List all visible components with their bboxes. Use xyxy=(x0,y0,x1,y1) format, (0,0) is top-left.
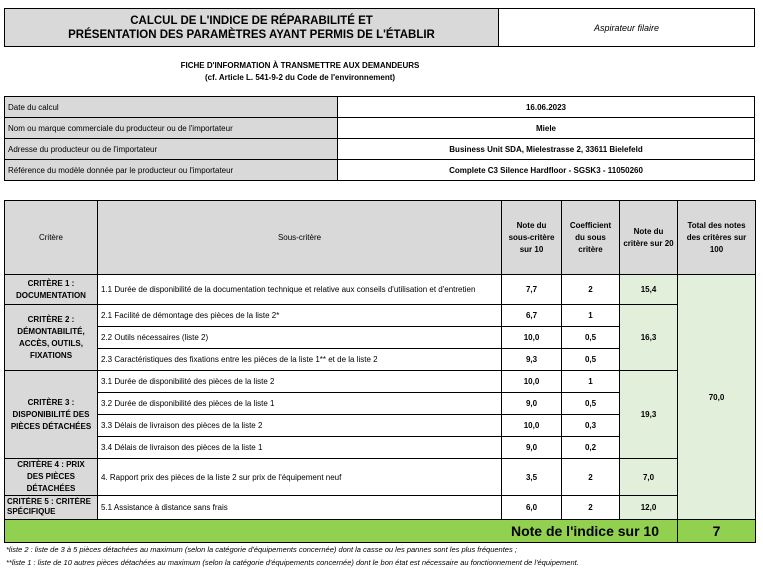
sub-note: 10,0 xyxy=(502,415,562,437)
sub-criterion-label: 5.1 Assistance à distance sans frais xyxy=(98,496,502,520)
info-label: Nom ou marque commerciale du producteur ou de l'importateur xyxy=(5,118,338,139)
score-table xyxy=(4,200,756,543)
sub-note: 6,0 xyxy=(502,496,562,520)
sub-coef: 0,3 xyxy=(562,415,620,437)
table-row xyxy=(5,371,756,393)
fiche-line-1: FICHE D'INFORMATION À TRANSMETTRE AUX DEMANDEURS xyxy=(180,61,420,70)
criterion-note: 7,0 xyxy=(620,459,678,496)
info-label: Adresse du producteur ou de l'importateur xyxy=(5,139,338,160)
sub-coef: 1 xyxy=(562,305,620,327)
info-row xyxy=(5,97,755,118)
header-critere: Critère xyxy=(5,201,98,275)
sub-criterion-label: 3.3 Délais de livraison des pièces de la liste 2 xyxy=(98,415,502,437)
footnote-liste-1: **liste 1 : liste de 10 autres pièces détachées au maximum (selon la catégorie d'équipements concernée) dont le bon état est nécessaire au fonctionnement de l'équipement. xyxy=(6,558,579,567)
sub-coef: 2 xyxy=(562,275,620,305)
final-value: 7 xyxy=(678,520,756,543)
table-header-row xyxy=(5,201,756,275)
sub-criterion-label: 3.2 Durée de disponibilité des pièces de la liste 1 xyxy=(98,393,502,415)
sub-coef: 0,2 xyxy=(562,437,620,459)
table-row xyxy=(5,275,756,305)
sub-note: 10,0 xyxy=(502,371,562,393)
sub-note: 6,7 xyxy=(502,305,562,327)
info-label: Date du calcul xyxy=(5,97,338,118)
sub-note: 7,7 xyxy=(502,275,562,305)
sub-coef: 0,5 xyxy=(562,327,620,349)
header-coef: Coefficient du sous critère xyxy=(562,201,620,275)
sub-coef: 1 xyxy=(562,371,620,393)
sub-note: 9,3 xyxy=(502,349,562,371)
final-label: Note de l'indice sur 10 xyxy=(5,520,678,543)
final-row xyxy=(5,520,756,543)
total-100: 70,0 xyxy=(678,275,756,520)
fiche-line-2: (cf. Article L. 541-9-2 du Code de l'environnement) xyxy=(204,73,396,82)
product-type: Aspirateur filaire xyxy=(499,8,755,47)
header-note-20: Note du critère sur 20 xyxy=(620,201,678,275)
title-line-2: PRÉSENTATION DES PARAMÈTRES AYANT PERMIS DE L'ÉTABLIR xyxy=(68,28,435,41)
info-value: Business Unit SDA, Mielestrasse 2, 33611 Bielefeld xyxy=(338,139,755,160)
criterion-note: 16,3 xyxy=(620,305,678,371)
sub-note: 10,0 xyxy=(502,327,562,349)
table-row xyxy=(5,305,756,327)
info-value: Complete C3 Silence Hardfloor - SGSK3 - 11050260 xyxy=(338,160,755,181)
header-note-sous: Note du sous-critère sur 10 xyxy=(502,201,562,275)
sub-criterion-label: 4. Rapport prix des pièces de la liste 2 sur prix de l'équipement neuf xyxy=(98,459,502,496)
sub-criterion-label: 1.1 Durée de disponibilité de la documentation technique et relative aux conseils d'utilisation et d'entretien xyxy=(98,275,502,305)
title-line-1: CALCUL DE L'INDICE DE RÉPARABILITÉ ET xyxy=(130,14,373,27)
criterion-note: 19,3 xyxy=(620,371,678,459)
fiche-heading xyxy=(100,60,500,84)
footnote-liste-2: *liste 2 : liste de 3 à 5 pièces détachées au maximum (selon la catégorie d'équipements concernée) dont la casse ou les pannes sont les plus fréquentes ; xyxy=(6,545,517,554)
criterion-note: 12,0 xyxy=(620,496,678,520)
document-title xyxy=(4,8,499,47)
sub-coef: 0,5 xyxy=(562,393,620,415)
criterion-name xyxy=(5,496,98,520)
info-row xyxy=(5,139,755,160)
sub-note: 9,0 xyxy=(502,437,562,459)
criterion-name: CRITÈRE 1 : DOCUMENTATION xyxy=(5,275,98,305)
sub-coef: 2 xyxy=(562,496,620,520)
info-table xyxy=(4,96,755,181)
table-row xyxy=(5,496,756,520)
header-total: Total des notes des critères sur 100 xyxy=(678,201,756,275)
sub-criterion-label: 3.4 Délais de livraison des pièces de la liste 1 xyxy=(98,437,502,459)
header-sous-critere: Sous-critère xyxy=(98,201,502,275)
sub-criterion-label: 3.1 Durée de disponibilité des pièces de la liste 2 xyxy=(98,371,502,393)
info-label: Référence du modèle donnée par le producteur ou l'importateur xyxy=(5,160,338,181)
info-value: Miele xyxy=(338,118,755,139)
table-row xyxy=(5,459,756,496)
criterion-name-text: CRITÈRE 5 : CRITÈRE SPÉCIFIQUE xyxy=(7,497,92,516)
criterion-name: CRITÈRE 4 : PRIX DES PIÈCES DÉTACHÉES xyxy=(5,459,98,496)
sub-note: 9,0 xyxy=(502,393,562,415)
info-row xyxy=(5,118,755,139)
info-value: 16.06.2023 xyxy=(338,97,755,118)
criterion-note: 15,4 xyxy=(620,275,678,305)
sub-criterion-label: 2.1 Facilité de démontage des pièces de la liste 2* xyxy=(98,305,502,327)
sub-criterion-label: 2.2 Outils nécessaires (liste 2) xyxy=(98,327,502,349)
sub-coef: 0,5 xyxy=(562,349,620,371)
sub-criterion-label: 2.3 Caractéristiques des fixations entre les pièces de la liste 1** et de la liste 2 xyxy=(98,349,502,371)
info-row xyxy=(5,160,755,181)
criterion-name: CRITÈRE 3 : DISPONIBILITÉ DES PIÈCES DÉTACHÉES xyxy=(5,371,98,459)
sub-note: 3,5 xyxy=(502,459,562,496)
sub-coef: 2 xyxy=(562,459,620,496)
criterion-name: CRITÈRE 2 : DÉMONTABILITÉ, ACCÈS, OUTILS, FIXATIONS xyxy=(5,305,98,371)
